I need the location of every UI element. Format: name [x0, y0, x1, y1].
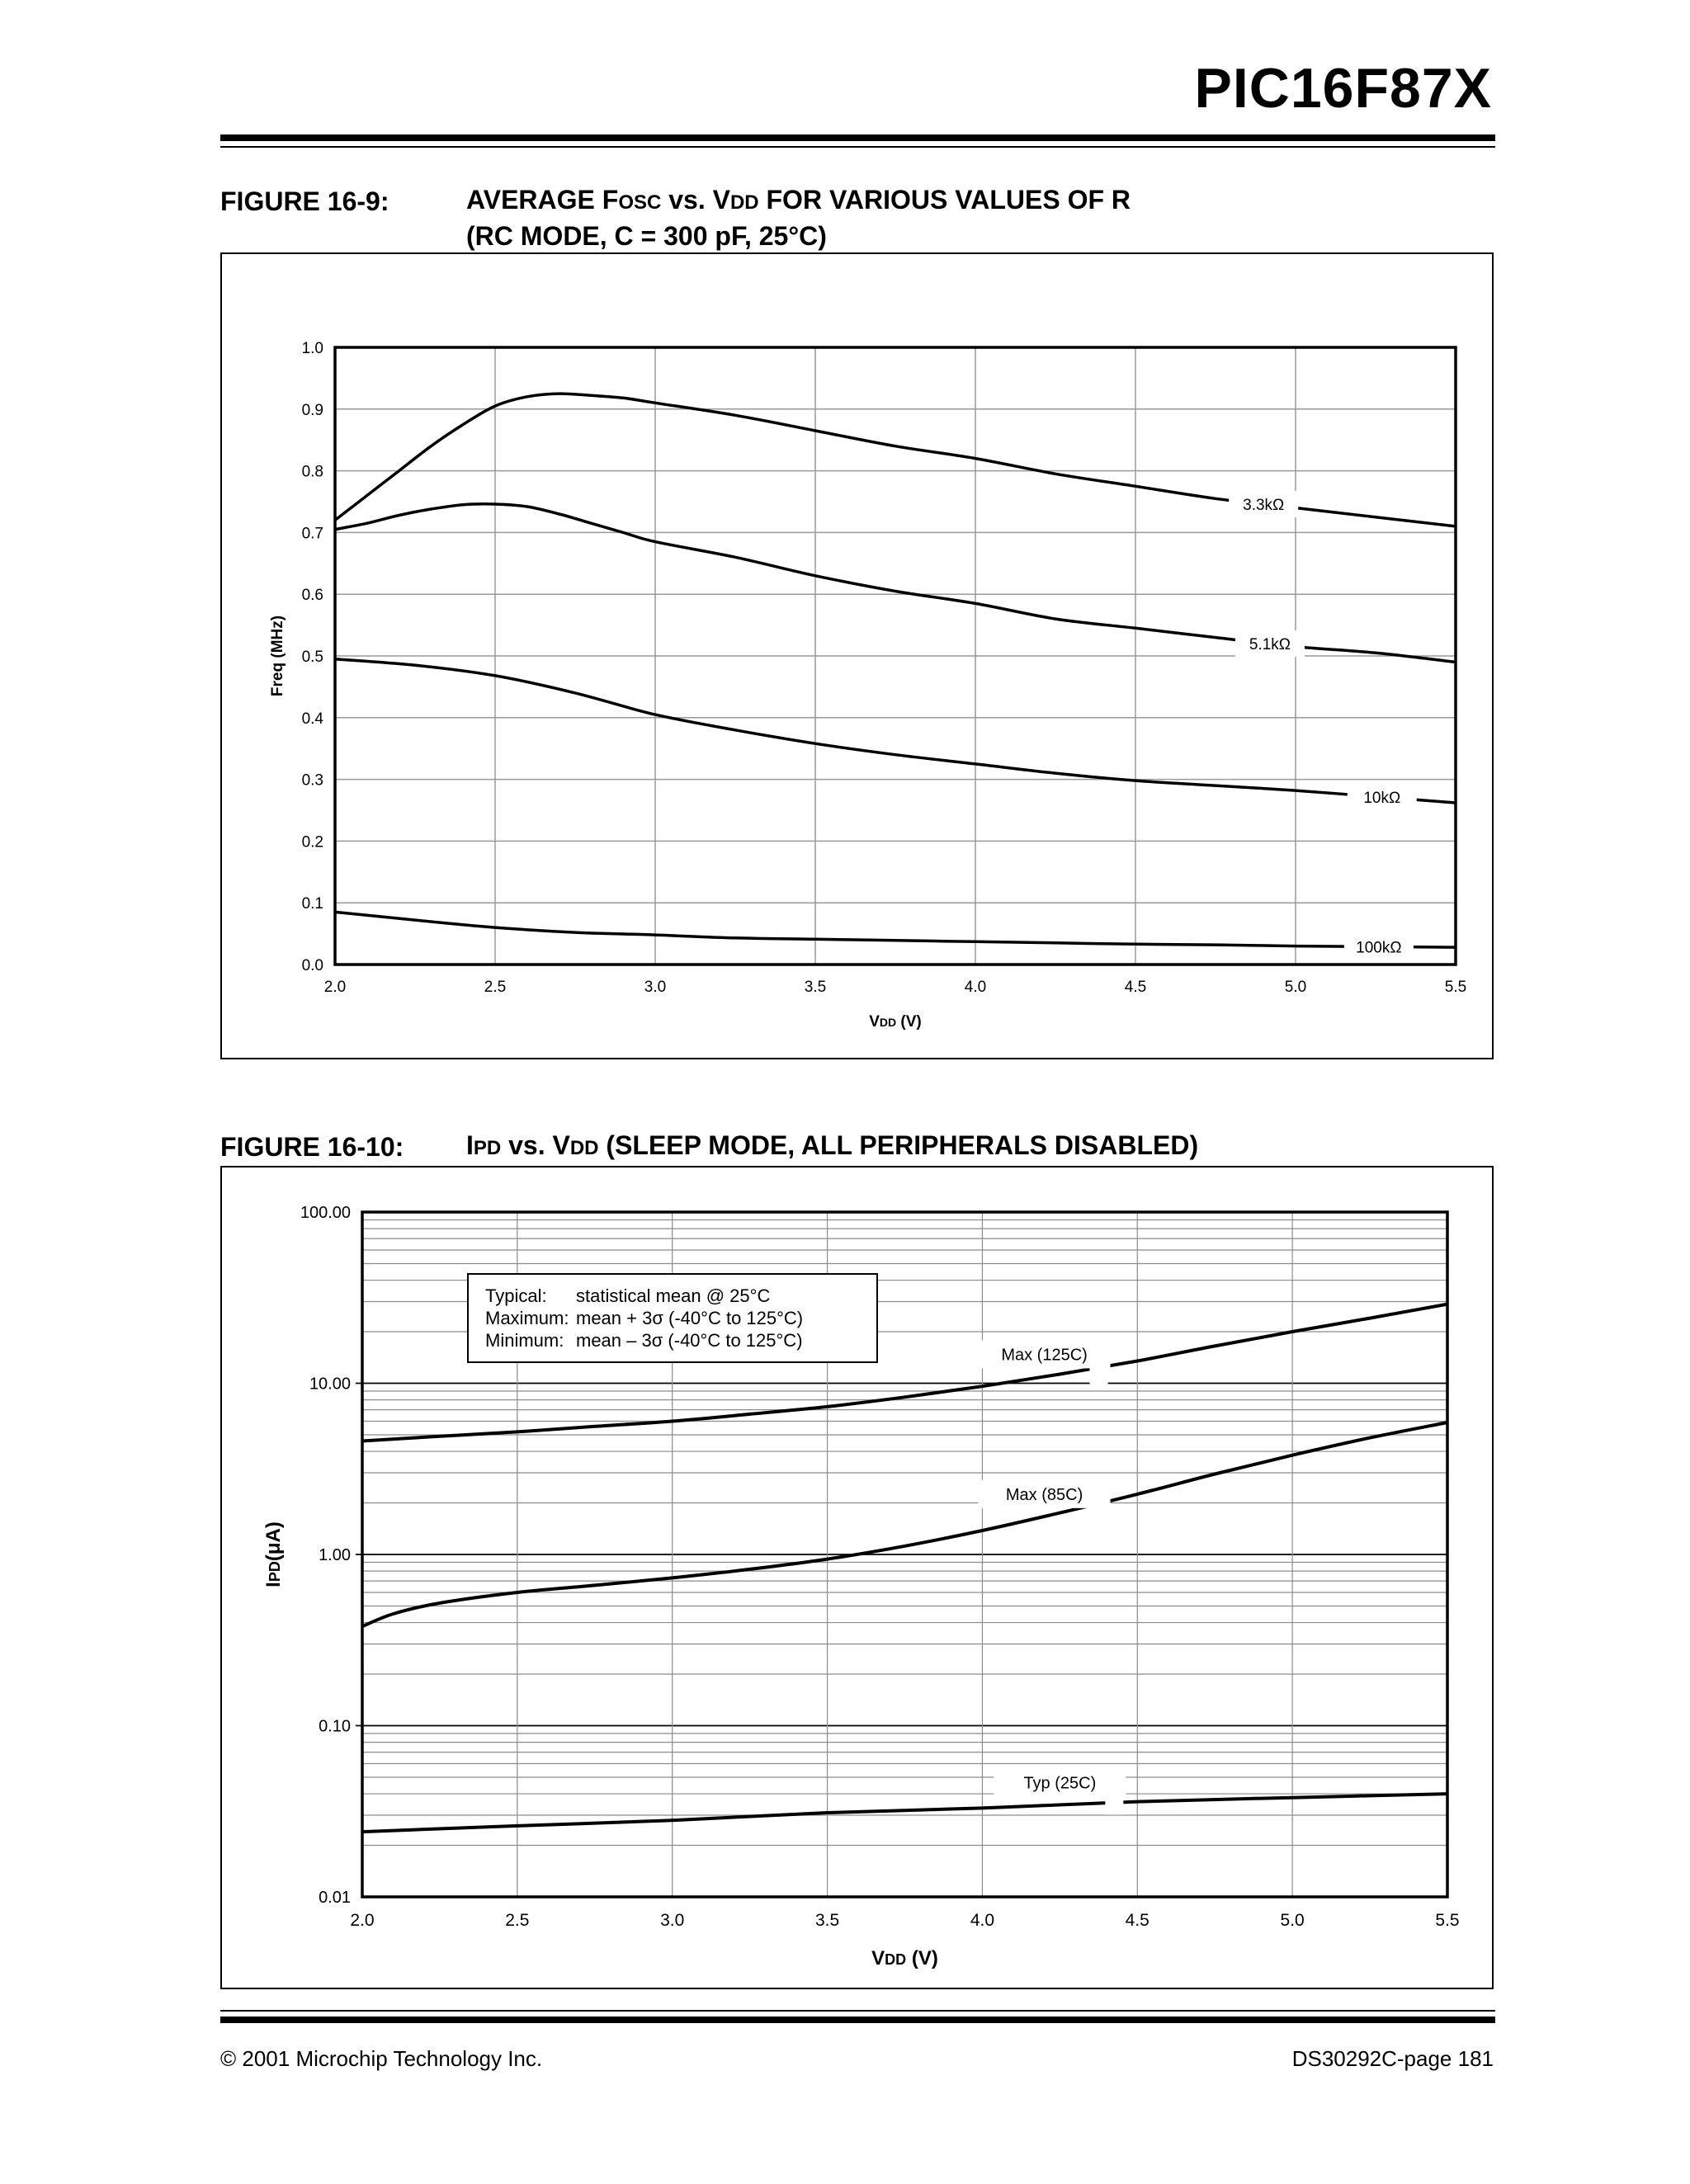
x-axis-label: VDD (V) — [869, 1013, 922, 1031]
figure1-title-line1: AVERAGE FOSC vs. VDD FOR VARIOUS VALUES OF R — [466, 185, 1131, 215]
x-tick-label: 2.5 — [484, 979, 507, 996]
x-tick-label: 3.0 — [660, 1911, 685, 1930]
y-tick-label: 0.3 — [301, 771, 323, 790]
y-tick-label: 0.2 — [301, 833, 323, 851]
series-label: Typ (25C) — [1023, 1774, 1097, 1793]
series-label: Max (125C) — [1001, 1346, 1088, 1365]
x-tick-label: 4.5 — [1125, 1911, 1149, 1930]
x-tick-label: 5.0 — [1280, 1911, 1305, 1930]
x-tick-label: 5.0 — [1284, 979, 1307, 996]
x-tick-label: 4.5 — [1124, 979, 1147, 996]
page-header-title: PIC16F87X — [1194, 57, 1492, 120]
series-line-100k — [335, 912, 1456, 947]
header-rule-thin — [220, 146, 1495, 148]
figure1-chart — [222, 254, 1492, 1058]
y-tick-label: 0.8 — [301, 463, 323, 481]
series-line-typ-25c — [362, 1794, 1447, 1832]
figure1-title-line2: (RC MODE, C = 300 pF, 25°C) — [466, 221, 827, 251]
y-tick-label: 0.7 — [301, 525, 323, 543]
y-tick-label: 0.10 — [319, 1717, 351, 1736]
series-label: 3.3kΩ — [1243, 496, 1285, 514]
y-tick-label: 0.4 — [301, 710, 323, 728]
footer-doc-page: DS30292C-page 181 — [1291, 2046, 1494, 2071]
y-tick-label: 0.6 — [301, 587, 323, 605]
x-tick-label: 3.0 — [644, 979, 667, 996]
footer-copyright: © 2001 Microchip Technology Inc. — [220, 2046, 543, 2071]
x-tick-label: 2.0 — [350, 1911, 375, 1930]
legend-line-typical: Typical: statistical mean @ 25°C — [485, 1285, 771, 1306]
series-label: 10kΩ — [1363, 790, 1401, 808]
figure1-chart-frame — [220, 252, 1494, 1059]
y-tick-label: 0.9 — [301, 401, 323, 419]
series-line-gap — [1105, 1795, 1123, 1814]
y-tick-label: 0.5 — [301, 649, 323, 666]
x-tick-label: 4.0 — [970, 1911, 995, 1930]
y-tick-label: 1.0 — [301, 340, 323, 357]
figure2-label: FIGURE 16-10: — [220, 1132, 404, 1162]
y-tick-label: 0.1 — [301, 895, 323, 913]
series-line-max-85c — [362, 1422, 1447, 1626]
legend-line-maximum: Maximum: mean + 3σ (-40°C to 125°C) — [485, 1308, 804, 1328]
figure1-title — [466, 183, 1131, 252]
x-axis-label: VDD (V) — [871, 1947, 938, 1969]
x-tick-label: 5.5 — [1435, 1911, 1460, 1930]
series-label: Max (85C) — [1005, 1485, 1083, 1504]
y-tick-label: 0.01 — [319, 1889, 351, 1907]
series-label: 5.1kΩ — [1249, 636, 1291, 654]
y-axis-label: IPD(μA) — [262, 1521, 285, 1587]
series-label: 100kΩ — [1356, 939, 1402, 957]
legend-line-minimum: Minimum: mean – 3σ (-40°C to 125°C) — [485, 1330, 803, 1351]
footer-rule-thick — [220, 2017, 1495, 2023]
y-axis-label: Freq (MHz) — [269, 615, 286, 697]
x-tick-label: 2.0 — [323, 979, 347, 996]
series-line-gap — [1090, 1507, 1108, 1526]
y-tick-label: 10.00 — [309, 1375, 351, 1394]
y-tick-label: 100.00 — [300, 1204, 351, 1222]
series-line-10k — [335, 659, 1456, 803]
header-rule-thick — [220, 134, 1495, 141]
y-tick-label: 0.0 — [301, 957, 323, 974]
series-line-gap — [1090, 1366, 1108, 1386]
figure2-legend — [467, 1273, 878, 1363]
y-tick-label: 1.00 — [319, 1546, 351, 1564]
footer-rule-thin — [220, 2010, 1495, 2012]
figure2-title: IPD vs. VDD (SLEEP MODE, ALL PERIPHERALS DISABLED) — [466, 1130, 1199, 1160]
x-tick-label: 2.5 — [505, 1911, 530, 1930]
x-tick-label: 3.5 — [804, 979, 827, 996]
x-tick-label: 5.5 — [1444, 979, 1467, 996]
figure1-label: FIGURE 16-9: — [220, 186, 389, 216]
x-tick-label: 3.5 — [814, 1911, 840, 1930]
x-tick-label: 4.0 — [964, 979, 987, 996]
figure2-chart-frame — [220, 1166, 1494, 1989]
